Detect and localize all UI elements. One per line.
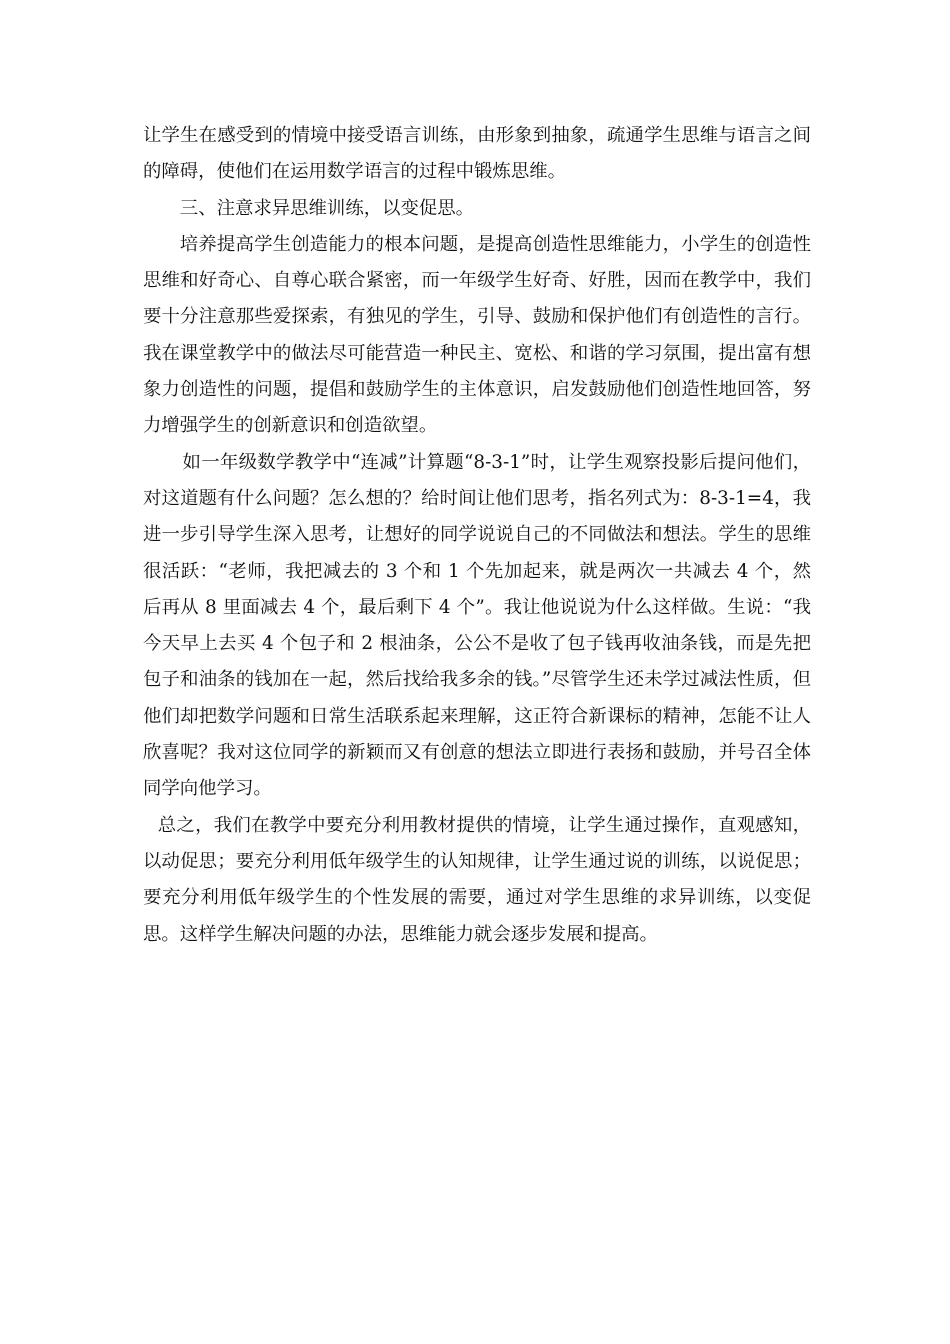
paragraph-example: 如一年级数学教学中“连减”计算题“8-3-1”时，让学生观察投影后提问他们，对这道题有什么问题？怎么想的？给时间让他们思考，指名列式为：8-3-1=4，我进一步引导学生深入思考，让想好的同学说说自己的不同做法和想法。学生的思维很活跃：“老师，我把减去的 3 个和 1 个先加起来，就是两次一共减去 4 个，然后再从 8 里面减去 4 个，最后剩下 4 个”。我让他说说为什么这样做。生说：“我今天早上去买 4 个包子和 2 根油条，公公不是收了包子钱再收油条钱，而是先把包子和油条的钱加在一起，然后找给我多余的钱。”尽管学生还未学过减法性质，但他们却把数学问题和日常生活联系起来理解，这正符合新课标的精神，怎能不让人欣喜呢？我对这位同学的新颖而又有创意的想法立即进行表扬和鼓励，并号召全体同学向他学习。 — [143, 451, 811, 800]
document-body — [143, 118, 811, 953]
paragraph-continuation: 让学生在感受到的情境中接受语言训练，由形象到抽象，疏通学生思维与语言之间的障碍，使他们在运用数学语言的过程中锻炼思维。 — [143, 125, 811, 183]
paragraph-summary: 总之，我们在教学中要充分利用教材提供的情境，让学生通过操作，直观感知，以动促思；要充分利用低年级学生的认知规律，让学生通过说的训练，以说促思；要充分利用低年级学生的个性发展的需要，通过对学生思维的求异训练，以变促思。这样学生解决问题的办法，思维能力就会逐步发展和提高。 — [143, 814, 811, 945]
section-heading-3: 三、注意求异思维训练，以变促思。 — [179, 197, 475, 219]
paragraph-creativity: 培养提高学生创造能力的根本问题，是提高创造性思维能力，小学生的创造性思维和好奇心、自尊心联合紧密，而一年级学生好奇、好胜，因而在教学中，我们要十分注意那些爱探索，有独见的学生，引导、鼓励和保护他们有创造性的言行。我在课堂教学中的做法尽可能营造一种民主、宽松、和谐的学习氛围，提出富有想象力创造性的问题，提倡和鼓励学生的主体意识，启发鼓励他们创造性地回答，努力增强学生的创新意识和创造欲望。 — [143, 233, 811, 437]
